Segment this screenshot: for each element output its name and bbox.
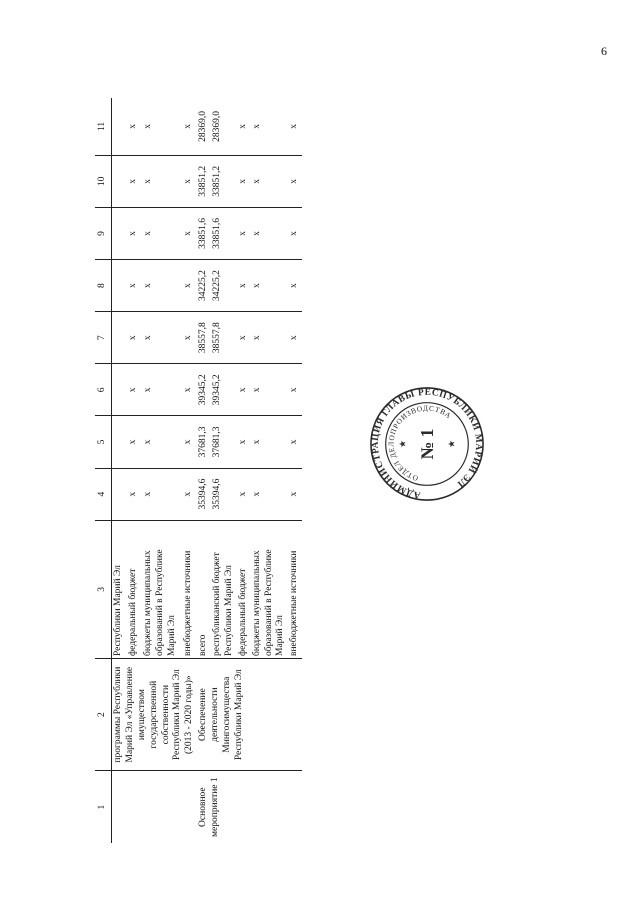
value-cell: 33851,6 [197,207,211,259]
source-cell: бюджеты муниципальных образований в Республике Марий Эл [142,520,182,658]
page-number: 6 [601,44,607,58]
value-cell: 34225,2 [197,260,211,312]
measure-label-cell: Основное мероприятие 1 [197,771,302,843]
value-cell: х [288,260,302,312]
value-cell: х [127,207,142,259]
value-cell: х [142,312,182,364]
star-icon: ★ [397,440,408,448]
value-cell: х [142,364,182,416]
header-cell: 7 [95,312,112,364]
value-cell: 37681,3 [197,416,211,468]
value-cell: х [182,416,197,468]
value-cell: 33851,6 [211,207,237,259]
source-cell: республиканский бюджет Республики Марий Эл [211,520,237,658]
source-cell: федеральный бюджет [127,520,142,658]
header-cell: 11 [95,98,112,155]
budget-table [95,98,302,843]
header-row [95,98,112,843]
value-cell: 39345,2 [211,364,237,416]
value-cell: х [237,207,251,259]
value-cell: х [251,416,289,468]
value-cell: 35394,6 [197,468,211,520]
stamp-outer-text: АДМИНИСТРАЦИЯ ГЛАВЫ РЕСПУБЛИКИ МАРИЙ ЭЛ [370,387,484,500]
value-cell: х [142,260,182,312]
value-cell: х [251,155,289,207]
source-cell: бюджеты муниципальных образований в Республике Марий Эл [251,520,289,658]
stamp-inner-text: ОТДЕЛ ДЕЛОПРОИЗВОДСТВА [386,403,454,484]
value-cell: х [237,416,251,468]
value-cell: 35394,6 [211,468,237,520]
stamp-number: № 1 [416,428,437,460]
official-stamp [368,385,486,503]
value-cell: х [237,260,251,312]
value-cell: 38557,8 [197,312,211,364]
value-cell: х [237,124,248,129]
value-cell: х [288,155,302,207]
value-cell: х [182,155,197,207]
value-cell: х [142,207,182,259]
value-cell: х [182,260,197,312]
value-cell: х [251,260,289,312]
header-cell: 5 [95,416,112,468]
value-cell: х [182,312,197,364]
value-cell: х [237,364,251,416]
header-cell: 4 [95,468,112,520]
value-cell: х [251,468,289,520]
value-cell: 34225,2 [211,260,237,312]
value-cell: х [251,364,289,416]
table-row [197,98,211,843]
value-cell: 39345,2 [197,364,211,416]
value-cell: х [127,312,142,364]
value-cell: х [288,364,302,416]
value-cell: 33851,2 [197,155,211,207]
header-cell: 8 [95,260,112,312]
table-row [112,98,127,843]
value-cell [112,98,127,155]
value-cell: х [288,468,302,520]
value-cell [112,312,127,364]
value-cell: х [288,416,302,468]
value-cell: х [142,468,182,520]
header-cell: 6 [95,364,112,416]
program-name-cell: программы Республики Марий Эл «Управление имуществом государственной собственности Республики Марий Эл (2013 - 2020 годы)» [112,659,198,771]
value-cell: х [127,260,142,312]
value-cell: х [251,207,289,259]
value-cell: х [142,155,182,207]
source-cell: внебюджетные источники [182,520,197,658]
value-cell [112,207,127,259]
value-cell: х [182,207,197,259]
value-cell: х [182,364,197,416]
value-cell: х [182,468,197,520]
value-cell [112,416,127,468]
star-icon: ★ [446,440,457,448]
value-cell [112,468,127,520]
value-cell: х [237,155,251,207]
value-cell: х [237,312,251,364]
value-cell: 28369,0 [212,110,222,142]
header-cell: 10 [95,155,112,207]
source-cell: Республики Марий Эл [112,520,127,658]
value-cell: х [251,312,289,364]
value-cell: 28369,0 [198,110,209,142]
measure-name-cell: Обеспечение деятельности Мингосимущества Республики Марий Эл [197,659,302,771]
source-cell: внебюджетные источники [288,520,302,658]
value-cell: х [142,124,153,129]
value-cell: х [288,207,302,259]
value-cell [112,155,127,207]
value-cell: х [142,416,182,468]
value-cell: х [127,416,142,468]
source-cell: федеральный бюджет [237,520,251,658]
header-cell: 9 [95,207,112,259]
value-cell: х [127,155,142,207]
value-cell: 33851,2 [211,155,237,207]
value-cell: 37681,3 [211,416,237,468]
value-cell: х [127,468,142,520]
value-cell: х [288,312,302,364]
source-cell: всего [197,520,211,658]
value-cell: х [127,364,142,416]
value-cell: х [289,124,300,129]
value-cell [112,364,127,416]
value-cell: х [237,468,251,520]
value-cell [112,260,127,312]
header-cell: 1 [95,771,112,843]
header-cell: 3 [95,520,112,658]
header-cell: 2 [95,659,112,771]
value-cell: х [183,124,194,129]
program-col1-cell [112,771,198,843]
value-cell: х [127,124,138,129]
value-cell: 38557,8 [211,312,237,364]
value-cell: х [251,124,262,129]
